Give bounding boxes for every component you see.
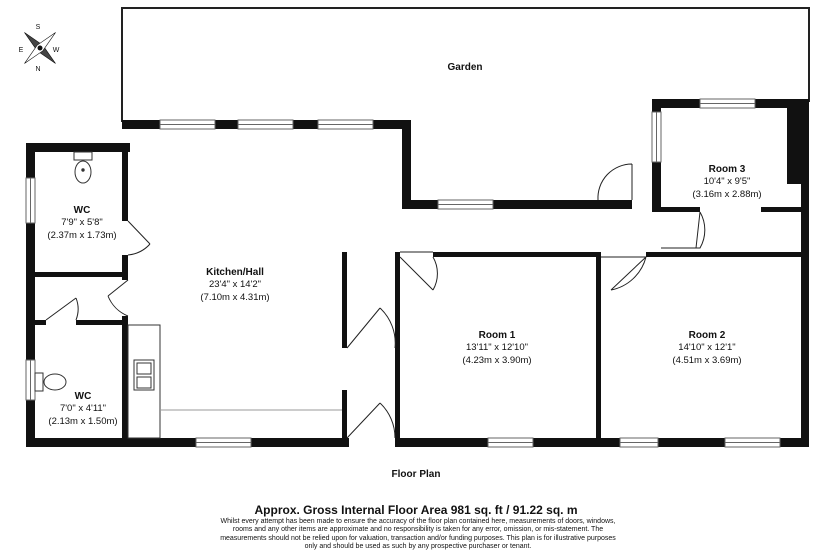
room1-name: Room 1 (478, 330, 516, 341)
door-room2 (601, 257, 646, 290)
wc-upper-name: WC (73, 205, 91, 216)
door-room3 (661, 212, 761, 248)
kitchen-imperial: 23'4" x 14'2" (208, 279, 262, 290)
compass-n: N (35, 66, 41, 73)
cistern-upper (74, 152, 92, 160)
compass-s: S (35, 24, 41, 31)
door-garden (598, 164, 632, 200)
room3-metric: (3.16m x 2.88m) (692, 189, 762, 200)
door-kitchen-side (108, 280, 128, 316)
garden-label: Garden (447, 62, 483, 73)
wc-lower-name: WC (74, 391, 92, 402)
toilet-upper (75, 161, 91, 183)
wc-lower-imperial: 7'0" x 4'11" (59, 403, 107, 414)
door-wc-lower (46, 298, 78, 320)
room2-imperial: 14'10" x 12'1" (678, 342, 736, 353)
wc-lower-metric: (2.13m x 1.50m) (48, 416, 118, 427)
room1-metric: (4.23m x 3.90m) (462, 355, 532, 366)
door-wc-upper (128, 221, 150, 255)
gross-area-title: Approx. Gross Internal Floor Area 981 sq. ft / 91.22 sq. m (254, 503, 578, 517)
compass-e: E (18, 47, 24, 54)
cistern-lower (35, 373, 43, 391)
kitchen-name: Kitchen/Hall (206, 267, 264, 278)
door-hall-2 (347, 403, 395, 438)
floor-plan-title: Floor Plan (391, 469, 441, 480)
toilet-lower (44, 374, 66, 390)
wc-upper-imperial: 7'9" x 5'8" (61, 217, 103, 228)
door-room1 (400, 252, 437, 290)
room2-name: Room 2 (688, 330, 726, 341)
wc-upper-metric: (2.37m x 1.73m) (47, 230, 117, 241)
compass-w: W (52, 47, 60, 54)
room1-imperial: 13'11" x 12'10" (466, 342, 528, 353)
room3-imperial: 10'4" x 9'5" (703, 176, 751, 187)
room2-metric: (4.51m x 3.69m) (672, 355, 742, 366)
room3-name: Room 3 (708, 164, 746, 175)
disclaimer-text: Whilst every attempt has been made to ensure the accuracy of the floor plan contained here, measurements of doors, windows, rooms and any other items are approximate and no responsibility is taken for any error, omission, or mis-statement. The measurements should not be relied upon for valuation, transaction and/or funding purposes. This plan is for illustrative purposes only and should be used as such by any prospective purchaser or tenant. (220, 518, 616, 551)
door-hall-1 (347, 308, 395, 348)
kitchen-metric: (7.10m x 4.31m) (200, 292, 270, 303)
